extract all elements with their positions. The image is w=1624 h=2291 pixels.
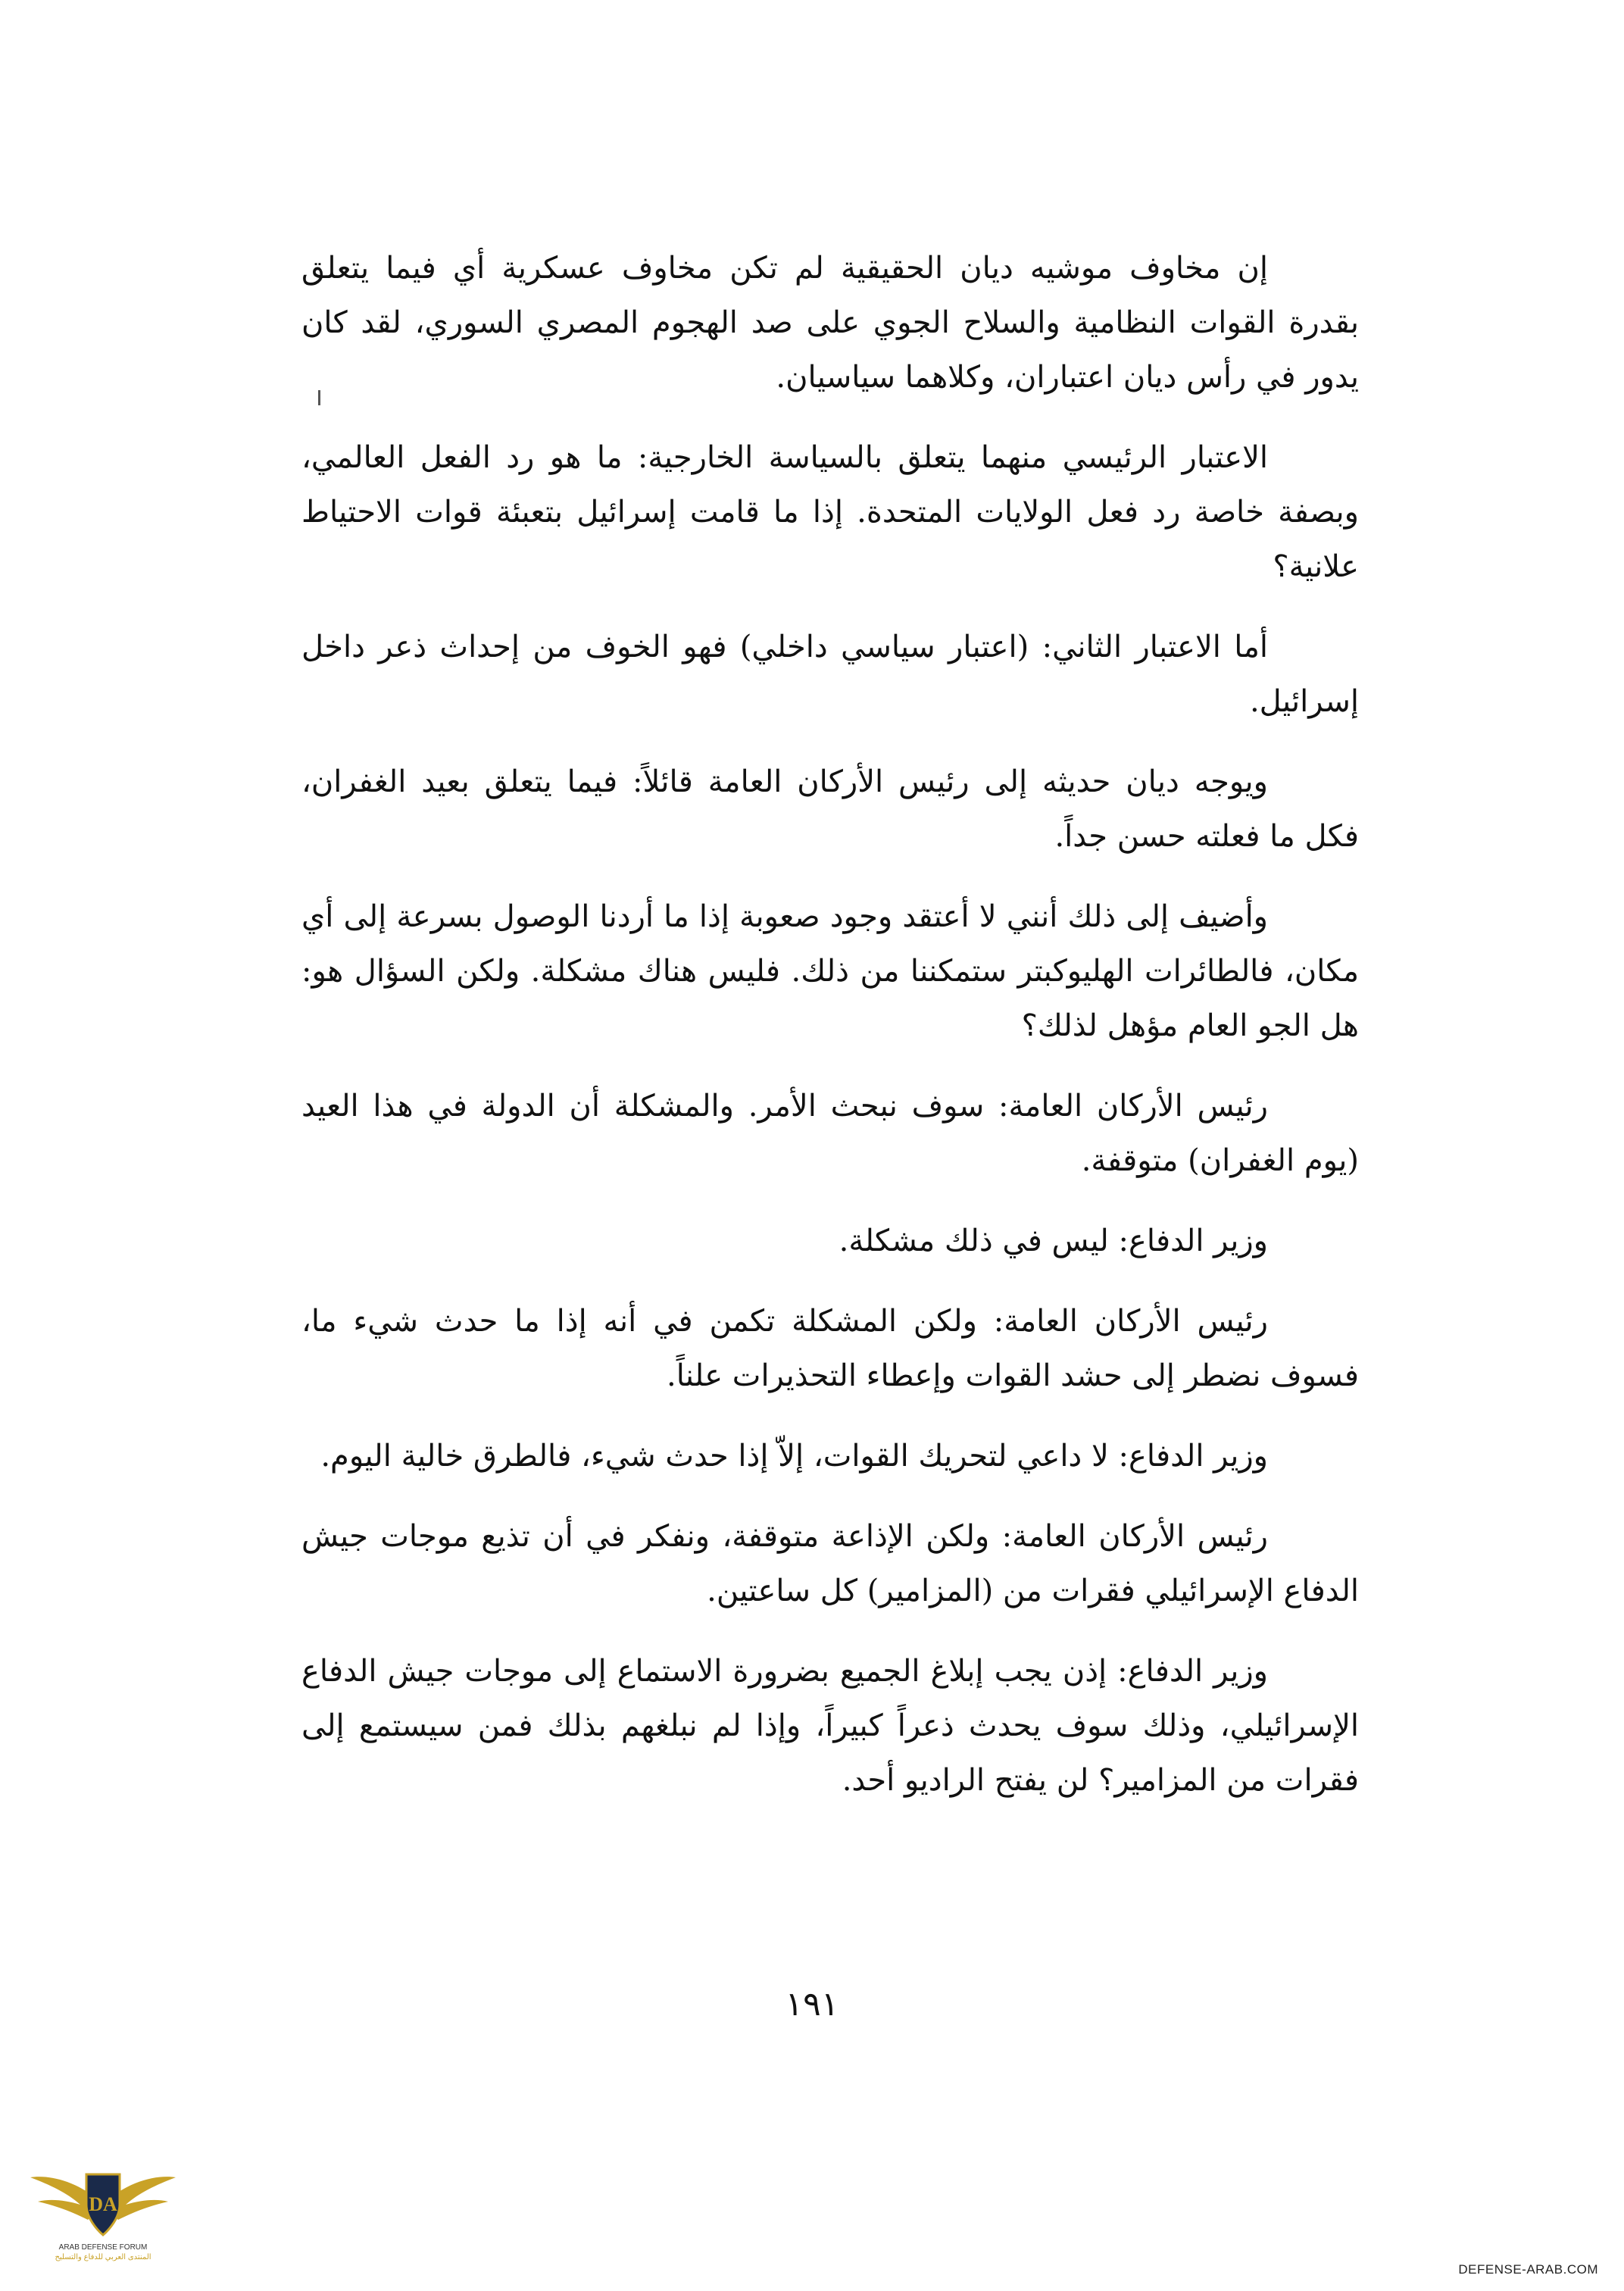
logo-name-arabic: المنتدى العربي للدفاع والتسليح xyxy=(55,2253,151,2261)
page-body xyxy=(301,241,1359,1833)
paragraph-dayan-addresses-chief: ويوجه ديان حديثه إلى رئيس الأركان العامة قائلاً: فيما يتعلق بعيد الغفران، فكل ما فعلته حسن جداً. xyxy=(301,764,1359,854)
logo-name-english: ARAB DEFENSE FORUM xyxy=(58,2243,148,2252)
paragraph-dayan-fears: إن مخاوف موشيه ديان الحقيقية لم تكن مخاوف عسكرية أي فيما يتعلق بقدرة القوات النظامية والسلاح الجوي على صد الهجوم المصري السوري، لقد كان يدور في رأس ديان اعتباران، وكلاهما سياسيان. xyxy=(301,251,1359,395)
paragraph-chief-of-staff-2: رئيس الأركان العامة: ولكن المشكلة تكمن في أنه إذا ما حدث شيء ما، فسوف نضطر إلى حشد القوات وإعطاء التحذيرات علناً. xyxy=(301,1304,1359,1393)
paragraph-chief-of-staff-3: رئيس الأركان العامة: ولكن الإذاعة متوقفة، ونفكر في أن تذيع موجات جيش الدفاع الإسرائيلي فقرات من (المزامير) كل ساعتين. xyxy=(301,1519,1359,1608)
paragraph-chief-of-staff-1: رئيس الأركان العامة: سوف نبحث الأمر. والمشكلة أن الدولة في هذا العيد (يوم الغفران) متوقفة. xyxy=(301,1089,1359,1178)
site-watermark: DEFENSE-ARAB.COM xyxy=(1458,2262,1598,2277)
scan-mark xyxy=(318,390,320,405)
paragraph-helicopters: وأضيف إلى ذلك أنني لا أعتقد وجود صعوبة إذا ما أردنا الوصول بسرعة إلى أي مكان، فالطائرات الهليوكبتر ستمكننا من ذلك. فليس هناك مشكلة. ولكن السؤال هو: هل الجو العام مؤهل لذلك؟ xyxy=(301,899,1359,1043)
paragraph-defense-minister-3: وزير الدفاع: إذن يجب إبلاغ الجميع بضرورة الاستماع إلى موجات جيش الدفاع الإسرائيلي، وذلك سوف يحدث ذعراً كبيراً، وإذا لم نبلغهم بذلك فمن سيستمع إلى فقرات من المزامير؟ لن يفتح الراديو أحد. xyxy=(301,1654,1359,1798)
paragraph-defense-minister-2: وزير الدفاع: لا داعي لتحريك القوات، إلاّ إذا حدث شيء، فالطرق خالية اليوم. xyxy=(320,1439,1268,1474)
winged-emblem-icon xyxy=(27,2152,179,2243)
paragraph-defense-minister-1: وزير الدفاع: ليس في ذلك مشكلة. xyxy=(839,1224,1268,1258)
logo-initials: DA xyxy=(89,2193,117,2215)
paragraph-first-consideration: الاعتبار الرئيسي منهما يتعلق بالسياسة الخارجية: ما هو رد الفعل العالمي، وبصفة خاصة رد فعل الولايات المتحدة. إذا ما قامت إسرائيل بتعبئة قوات الاحتياط علانية؟ xyxy=(301,440,1359,584)
page-number: ١٩١ xyxy=(785,1985,839,2024)
arab-defense-forum-logo xyxy=(27,2152,179,2280)
paragraph-second-consideration: أما الاعتبار الثاني: (اعتبار سياسي داخلي) فهو الخوف من إحداث ذعر داخل إسرائيل. xyxy=(301,630,1359,719)
